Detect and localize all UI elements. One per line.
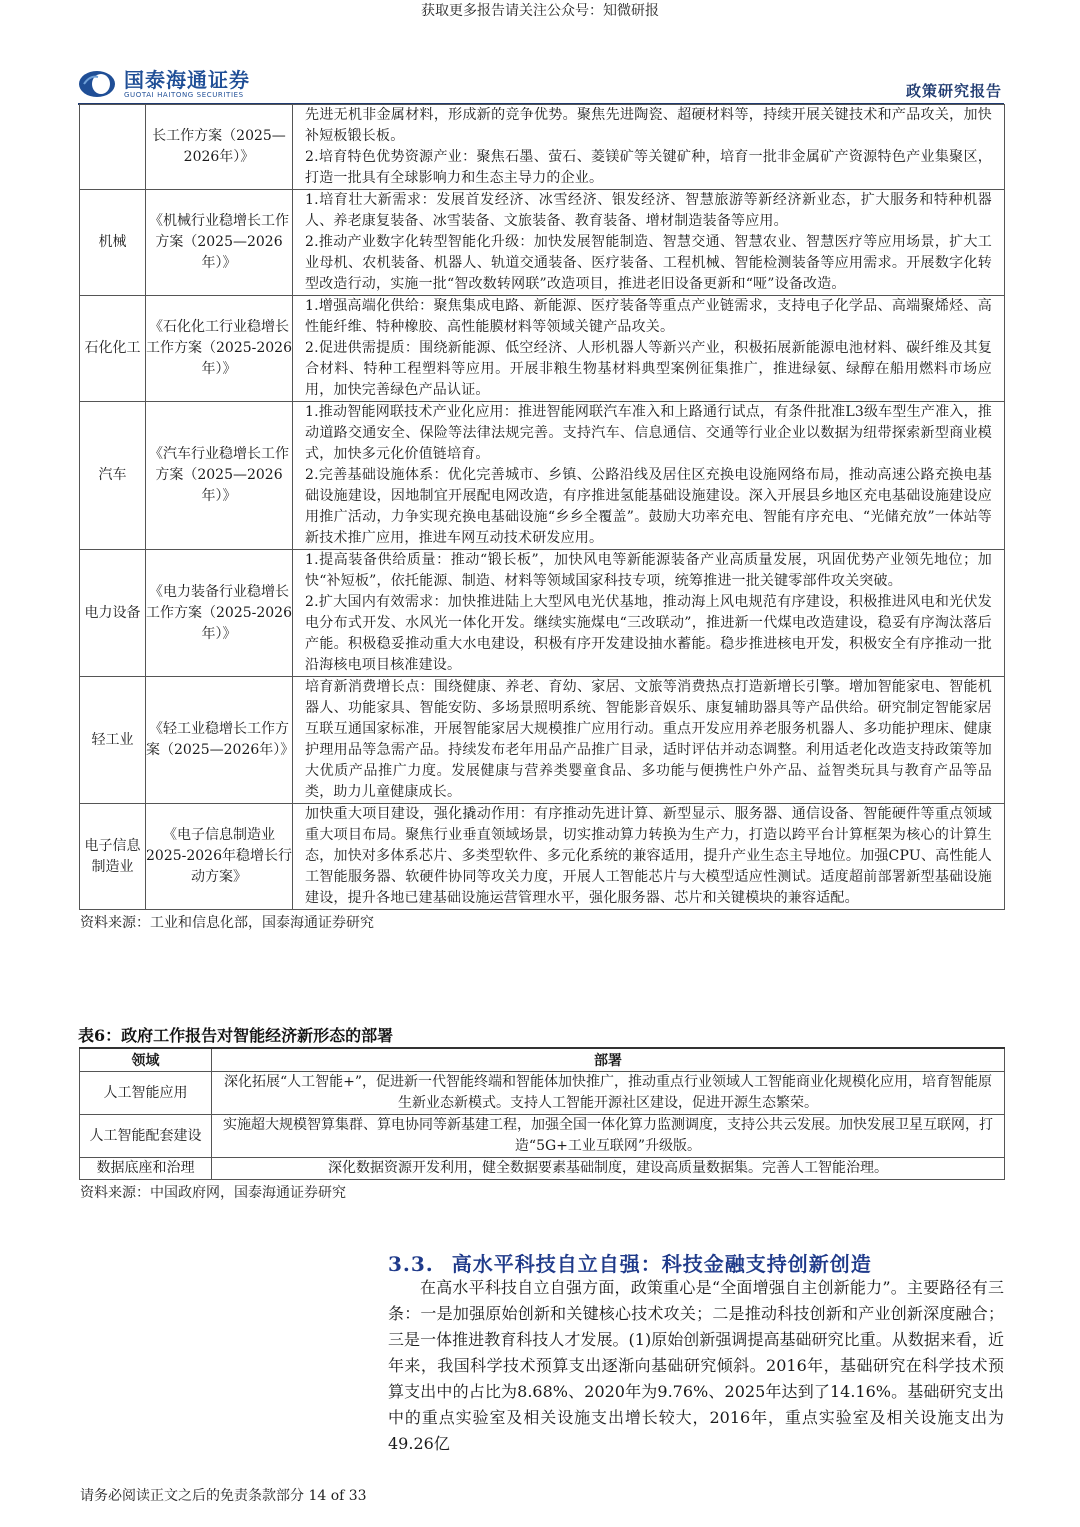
measures-cell	[293, 296, 1005, 402]
industry-cell: 轻工业	[80, 677, 146, 804]
measure-item: 1.推动智能网联技术产业化应用：推进智能网联汽车准入和上路通行试点，有条件批准L3级车型生产准入，推动道路交通安全、保险等法律法规完善。支持汽车、信息通信、交通等行业企业以数据为纽带探索新型商业模式，加快多元化价值链培育。	[305, 404, 992, 462]
plan-cell: 长工作方案（2025—2026年）》	[146, 105, 293, 190]
field-cell: 人工智能配套建设	[80, 1115, 212, 1158]
table-row	[80, 550, 1005, 677]
section-number: 3.3.	[388, 1252, 434, 1276]
measures-cell	[293, 677, 1005, 804]
industry-cell	[80, 105, 146, 190]
section-title: 高水平科技自立自强：科技金融支持创新创造	[451, 1252, 872, 1276]
plan-cell: 《汽车行业稳增长工作方案（2025—2026年）》	[146, 402, 293, 550]
measures-cell	[293, 190, 1005, 296]
plan-cell: 《机械行业稳增长工作方案（2025—2026年）》	[146, 190, 293, 296]
table-row	[80, 1115, 1005, 1158]
table-row	[80, 190, 1005, 296]
logo-mark-icon	[78, 69, 116, 99]
industry-cell: 汽车	[80, 402, 146, 550]
page-footer: 请务必阅读正文之后的免责条款部分 14 of 33	[80, 1488, 367, 1504]
measure-item: 1.提高装备供给质量：推动“锻长板”，加快风电等新能源装备产业高质量发展，巩固优势产业领先地位；加快“补短板”，依托能源、制造、材料等领域国家科技专项，统筹推进一批关键零部件攻关突破。	[305, 552, 992, 589]
measure-item: 2.扩大国内有效需求：加快推进陆上大型风电光伏基地，推动海上风电规范有序建设，积极推进风电和光伏发电分布式开发、水风光一体化开发。继续实施煤电“三改联动”，推进新一代煤电改造建设，稳妥有序淘汰落后产能。积极稳妥推动重大水电建设，积极有序开发建设抽水蓄能。稳步推进核电开发，积极安全有序推动一批沿海核电项目核准建设。	[305, 594, 992, 673]
measure-item: 2.促进供需提质：围绕新能源、低空经济、人形机器人等新兴产业，积极拓展新能源电池材料、碳纤维及其复合材料、特种工程塑料等应用。开展非粮生物基材料典型案例征集推广，推进绿氨、绿醇在船用燃料市场应用，加快完善绿色产品认证。	[305, 340, 992, 398]
column-header-deployment: 部署	[212, 1048, 1005, 1072]
table-row	[80, 296, 1005, 402]
table-row	[80, 804, 1005, 910]
industry-cell: 机械	[80, 190, 146, 296]
ai-deployment-table	[79, 1047, 1005, 1180]
table1-source: 资料来源：工业和信息化部，国泰海通证券研究	[80, 915, 374, 931]
deployment-cell: 深化数据资源开发利用，健全数据要素基础制度，建设高质量数据集。完善人工智能治理。	[212, 1158, 1005, 1180]
industry-cell: 电子信息制造业	[80, 804, 146, 910]
industry-cell: 电力设备	[80, 550, 146, 677]
column-header-field: 领域	[80, 1048, 212, 1072]
section-heading	[388, 1248, 872, 1277]
measure-item: 加快重大项目建设，强化撬动作用：有序推动先进计算、新型显示、服务器、通信设备、智能硬件等重点领域重大项目布局。聚焦行业垂直领域场景，切实推动算力转换为生产力，打造以跨平台计算框架为核心的计算生态，加快对多体系芯片、多类型软件、多元化系统的兼容适用，提升产业生态主导地位。加强CPU、高性能人工智能服务器、软硬件协同等攻关力度，开展人工智能芯片与大模型适应性测试。适度超前部署新型基础设施建设，提升各地已建基础设施运营管理水平，强化服务器、芯片和关键模块的兼容适配。	[305, 806, 992, 906]
company-logo	[78, 67, 250, 101]
table-row	[80, 402, 1005, 550]
table-row	[80, 1072, 1005, 1115]
measure-item: 2.推动产业数字化转型智能化升级：加快发展智能制造、智慧交通、智慧农业、智慧医疗等应用场景，扩大工业母机、农机装备、机器人、轨道交通装备、医疗装备、工程机械、智能检测装备等应用需求。开展数字化转型改造行动，实施一批“智改数转网联”改造项目，推进老旧设备更新和“哑”设备改造。	[305, 234, 992, 292]
measure-item: 培育新消费增长点：围绕健康、养老、育幼、家居、文旅等消费热点打造新增长引擎。增加智能家电、智能机器人、功能家具、智能安防、多场景照明系统、智能影音娱乐、康复辅助器具等产品供给。研究制定智能家居互联互通国家标准，开展智能家居大规模推广应用行动。重点开发应用养老服务机器人、多功能护理床、健康护理用品等急需产品。持续发布老年用品产品推广目录，适时评估并动态调整。利用适老化改造支持政策等加大优质产品推广力度。发展健康与营养类婴童食品、多功能与便携性户外产品、益智类玩具与教育产品等品类，助力儿童健康成长。	[305, 679, 992, 800]
report-type: 政策研究报告	[905, 82, 1002, 100]
plan-cell: 《轻工业稳增长工作方案（2025—2026年）》	[146, 677, 293, 804]
measure-item: 1.增强高端化供给：聚焦集成电路、新能源、医疗装备等重点产业链需求，支持电子化学品、高端聚烯烃、高性能纤维、特种橡胶、高性能膜材料等领域关键产品攻关。	[305, 298, 992, 335]
measure-item: 2.培育特色优势资源产业：聚焦石墨、萤石、菱镁矿等关键矿种，培育一批非金属矿产资源特色产业集聚区，打造一批具有全球影响力和生态主导力的企业。	[305, 149, 992, 186]
measures-cell	[293, 105, 1005, 190]
measures-cell	[293, 550, 1005, 677]
industry-cell: 石化化工	[80, 296, 146, 402]
measure-item: 先进无机非金属材料，形成新的竞争优势。聚焦先进陶瓷、超硬材料等，持续开展关键技术和产品攻关，加快补短板锻长板。	[305, 107, 992, 144]
plan-cell: 《电力装备行业稳增长工作方案（2025-2026年）》	[146, 550, 293, 677]
deployment-cell: 深化拓展“人工智能+”，促进新一代智能终端和智能体加快推广，推动重点行业领域人工智能商业化规模化应用，培育智能原生新业态新模式。支持人工智能开源社区建设，促进开源生态繁荣。	[212, 1072, 1005, 1115]
table-row	[80, 105, 1005, 190]
field-cell: 人工智能应用	[80, 1072, 212, 1115]
table2-title: 表6：政府工作报告对智能经济新形态的部署	[78, 1026, 394, 1045]
deployment-cell: 实施超大规模智算集群、算电协同等新基建工程，加强全国一体化算力监测调度，支持公共云发展。加快发展卫星互联网，打造“5G+工业互联网”升级版。	[212, 1115, 1005, 1158]
measure-item: 2.完善基础设施体系：优化完善城市、乡镇、公路沿线及居住区充换电设施网络布局，推动高速公路充换电基础设施建设，因地制宜开展配电网改造，有序推进氢能基础设施建设。深入开展县乡地区充电基础设施建设应用推广活动，力争实现充换电基础设施“乡乡全覆盖”。鼓励大功率充电、智能有序充电、“光储充放”一体站等新技术推广应用，推进车网互动技术研发应用。	[305, 467, 992, 546]
logo-name-cn: 国泰海通证券	[124, 67, 250, 92]
plan-cell: 《石化化工行业稳增长工作方案（2025-2026年）》	[146, 296, 293, 402]
measure-item: 1.培育壮大新需求：发展首发经济、冰雪经济、银发经济、智慧旅游等新经济新业态，扩大服务和特种机器人、养老康复装备、冰雪装备、文旅装备、教育装备、增材制造装备等应用。	[305, 192, 992, 229]
body-paragraph: 在高水平科技自立自强方面，政策重心是“全面增强自主创新能力”。主要路径有三条：一是加强原始创新和关键核心技术攻关；二是推动科技创新和产业创新深度融合；三是一体推进教育科技人才发展。(1)原始创新强调提高基础研究比重。从数据来看，近年来，我国科学技术预算支出逐渐向基础研究倾斜。2016年，基础研究在科学技术预算支出中的占比为8.68%、2020年为9.76%、2025年达到了14.16%。基础研究支出中的重点实验室及相关设施支出增长较大，2016年，重点实验室及相关设施支出为49.26亿	[388, 1278, 1004, 1453]
table-row	[80, 677, 1005, 804]
industry-plan-table	[79, 104, 1005, 910]
logo-name-en: GUOTAI HAITONG SECURITIES	[124, 90, 244, 99]
measures-cell	[293, 402, 1005, 550]
plan-cell: 《电子信息制造业2025-2026年稳增长行动方案》	[146, 804, 293, 910]
measures-cell	[293, 804, 1005, 910]
table-row	[80, 1158, 1005, 1180]
top-banner: 获取更多报告请关注公众号：知微研报	[421, 3, 659, 19]
table2-source: 资料来源：中国政府网，国泰海通证券研究	[80, 1185, 346, 1201]
field-cell: 数据底座和治理	[80, 1158, 212, 1180]
section-body	[388, 1275, 1004, 1457]
